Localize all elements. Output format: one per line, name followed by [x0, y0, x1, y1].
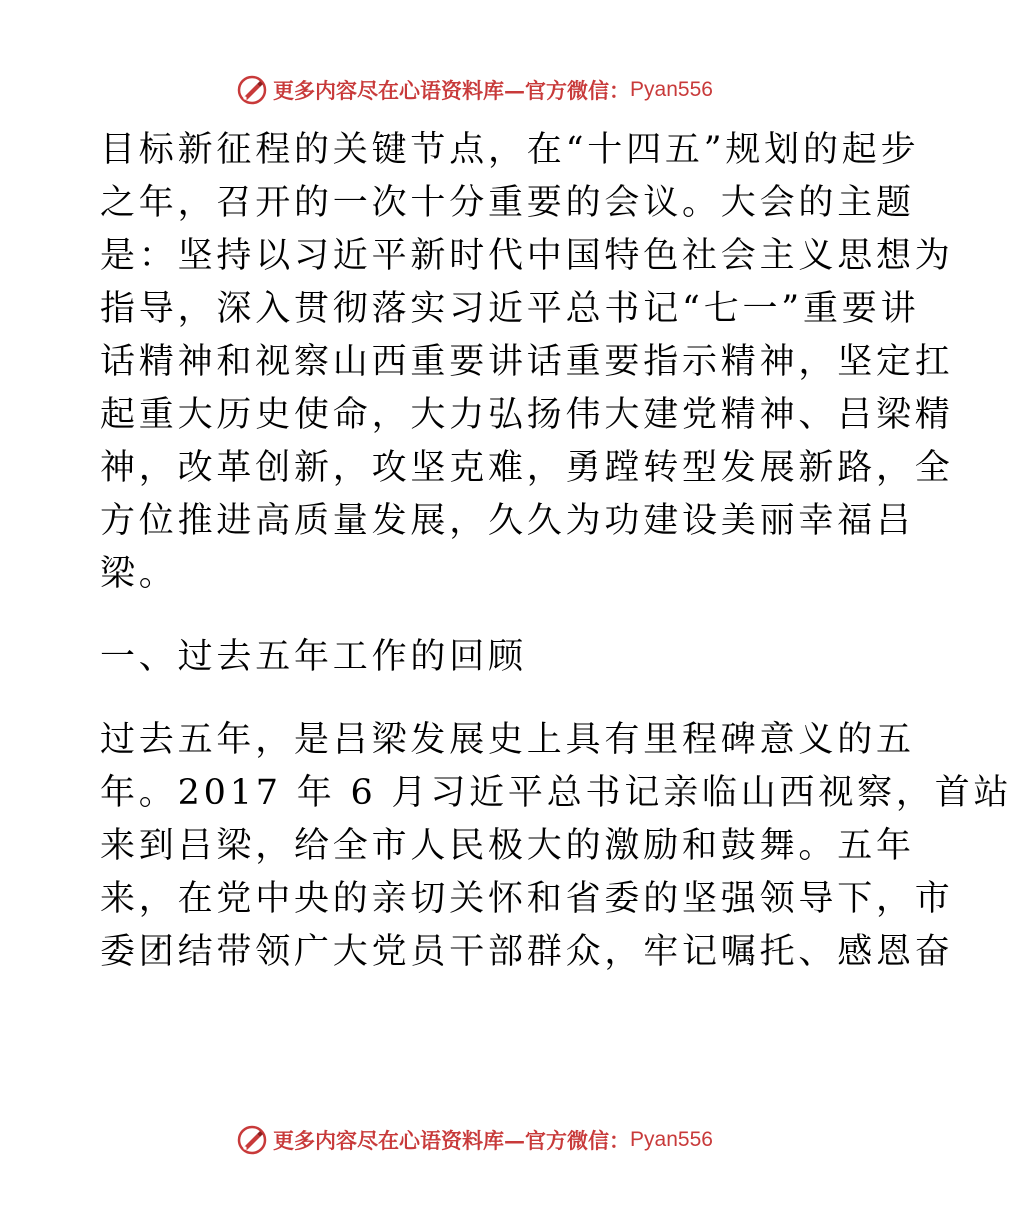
footer-banner-wechat-id: Pyan556 [630, 1128, 713, 1151]
pen-logo-icon [237, 75, 267, 105]
text-line: 方位推进高质量发展，久久为功建设美丽幸福吕 [100, 501, 915, 541]
text-line: 委团结带领广大党员干部群众，牢记嘱托、感恩奋 [100, 932, 954, 972]
text-line: 目标新征程的关键节点，在“十四五”规划的起步 [100, 130, 920, 170]
header-banner [0, 70, 950, 110]
text-line: 指导，深入贯彻落实习近平总书记“七一”重要讲 [100, 289, 920, 329]
text-line: 来，在党中央的亲切关怀和省委的坚强领导下，市 [100, 879, 954, 919]
paragraph-spacer [100, 684, 860, 714]
footer-banner [0, 1120, 950, 1160]
text-line: 年。2017 年 6 月习近平总书记亲临山西视察，首站 [100, 773, 1012, 813]
paragraph-1 [100, 124, 954, 601]
header-banner-wechat-id: Pyan556 [630, 78, 713, 101]
section-heading: 一、过去五年工作的回顾 [100, 637, 527, 677]
footer-banner-text: 更多内容尽在心语资料库—官方微信： [273, 1128, 631, 1153]
text-line: 之年，召开的一次十分重要的会议。大会的主题 [100, 183, 915, 223]
text-line: 过去五年，是吕梁发展史上具有里程碑意义的五 [100, 720, 915, 760]
paragraph-spacer [100, 601, 860, 631]
header-banner-text: 更多内容尽在心语资料库—官方微信： [273, 78, 631, 103]
text-line: 话精神和视察山西重要讲话重要指示精神，坚定扛 [100, 342, 954, 382]
paragraph-2 [100, 714, 1012, 979]
text-line: 起重大历史使命，大力弘扬伟大建党精神、吕梁精 [100, 395, 954, 435]
text-line: 梁。 [100, 554, 178, 594]
text-line: 是：坚持以习近平新时代中国特色社会主义思想为 [100, 236, 954, 276]
text-line: 来到吕梁，给全市人民极大的激励和鼓舞。五年 [100, 826, 915, 866]
text-line: 神，改革创新，攻坚克难，勇蹚转型发展新路，全 [100, 448, 954, 488]
document-body [100, 124, 1012, 979]
pen-logo-icon [237, 1125, 267, 1155]
